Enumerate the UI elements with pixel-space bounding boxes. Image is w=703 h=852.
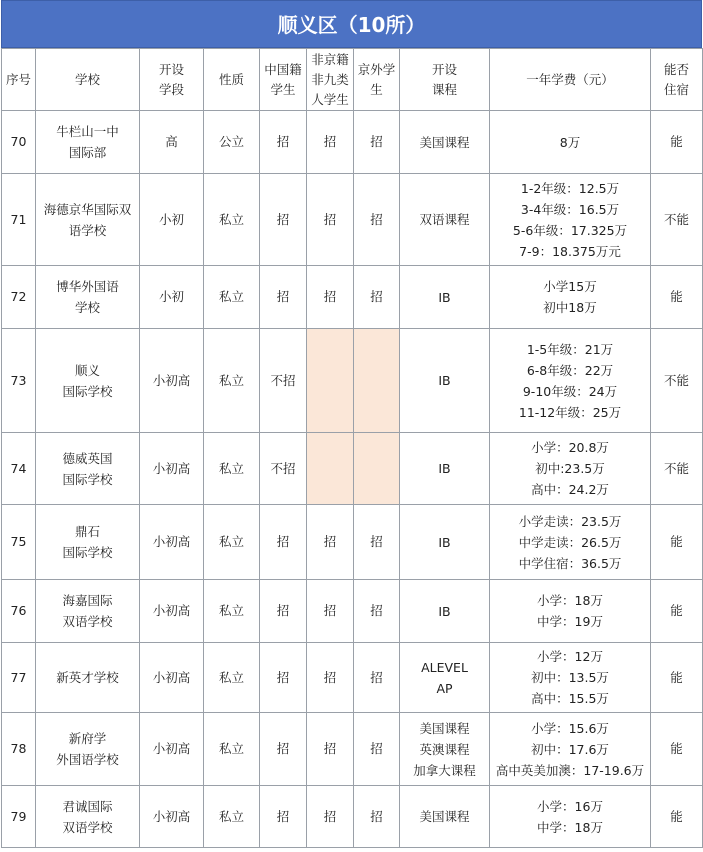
cell-school: 君诚国际 双语学校 — [36, 786, 140, 848]
cell-board: 不能 — [651, 433, 703, 505]
cell-nonbj: 招 — [307, 713, 354, 786]
cell-cn: 招 — [260, 580, 307, 643]
cell-no: 71 — [2, 174, 36, 266]
cell-course: ALEVEL AP — [400, 643, 490, 713]
cell-type: 私立 — [204, 329, 260, 433]
cell-nonbj: 招 — [307, 111, 354, 174]
cell-fee: 1-2年级：12.5万 3-4年级：16.5万 5-6年级：17.325万 7-9：18.375万元 — [490, 174, 651, 266]
cell-fee: 小学：16万 中学：18万 — [490, 786, 651, 848]
cell-outside: 招 — [354, 505, 400, 580]
header-row — [2, 49, 703, 111]
table-title: 顺义区（10所） — [1, 0, 702, 48]
cell-outside — [354, 433, 400, 505]
cell-board: 能 — [651, 111, 703, 174]
cell-fee: 小学走读：23.5万 中学走读：26.5万 中学住宿：36.5万 — [490, 505, 651, 580]
cell-no: 73 — [2, 329, 36, 433]
cell-stage: 小初高 — [140, 433, 204, 505]
school-table-container — [1, 0, 702, 848]
cell-type: 私立 — [204, 580, 260, 643]
header-course: 开设 课程 — [400, 49, 490, 111]
table-row — [2, 266, 703, 329]
cell-stage: 小初高 — [140, 580, 204, 643]
cell-school: 德威英国 国际学校 — [36, 433, 140, 505]
cell-outside: 招 — [354, 786, 400, 848]
table-row — [2, 111, 703, 174]
cell-no: 74 — [2, 433, 36, 505]
header-nonbj: 非京籍 非九类 人学生 — [307, 49, 354, 111]
cell-type: 私立 — [204, 266, 260, 329]
cell-nonbj: 招 — [307, 505, 354, 580]
cell-type: 私立 — [204, 174, 260, 266]
cell-fee: 1-5年级：21万 6-8年级：22万 9-10年级：24万 11-12年级：25万 — [490, 329, 651, 433]
cell-board: 能 — [651, 713, 703, 786]
cell-school: 鼎石 国际学校 — [36, 505, 140, 580]
cell-cn: 招 — [260, 505, 307, 580]
cell-board: 能 — [651, 266, 703, 329]
cell-board: 能 — [651, 580, 703, 643]
cell-stage: 小初 — [140, 174, 204, 266]
cell-cn: 招 — [260, 111, 307, 174]
cell-school: 新府学 外国语学校 — [36, 713, 140, 786]
cell-stage: 高 — [140, 111, 204, 174]
header-cn: 中国籍 学生 — [260, 49, 307, 111]
school-table — [1, 48, 703, 848]
header-fee: 一年学费（元） — [490, 49, 651, 111]
cell-fee: 小学：20.8万 初中:23.5万 高中：24.2万 — [490, 433, 651, 505]
cell-outside: 招 — [354, 266, 400, 329]
cell-outside: 招 — [354, 580, 400, 643]
cell-type: 私立 — [204, 505, 260, 580]
cell-course: IB — [400, 433, 490, 505]
cell-type: 私立 — [204, 643, 260, 713]
header-type: 性质 — [204, 49, 260, 111]
cell-school: 牛栏山一中 国际部 — [36, 111, 140, 174]
cell-fee: 小学：15.6万 初中：17.6万 高中英美加澳：17-19.6万 — [490, 713, 651, 786]
cell-fee: 8万 — [490, 111, 651, 174]
cell-nonbj: 招 — [307, 266, 354, 329]
cell-course: IB — [400, 266, 490, 329]
cell-stage: 小初高 — [140, 643, 204, 713]
cell-stage: 小初高 — [140, 786, 204, 848]
header-outside: 京外学 生 — [354, 49, 400, 111]
cell-stage: 小初高 — [140, 329, 204, 433]
cell-outside: 招 — [354, 713, 400, 786]
header-stage: 开设 学段 — [140, 49, 204, 111]
cell-cn: 招 — [260, 174, 307, 266]
cell-cn: 不招 — [260, 329, 307, 433]
cell-school: 海德京华国际双 语学校 — [36, 174, 140, 266]
cell-board: 能 — [651, 643, 703, 713]
table-row — [2, 786, 703, 848]
table-row — [2, 329, 703, 433]
cell-fee: 小学：12万 初中：13.5万 高中：15.5万 — [490, 643, 651, 713]
cell-board: 能 — [651, 505, 703, 580]
cell-type: 公立 — [204, 111, 260, 174]
cell-nonbj — [307, 433, 354, 505]
cell-cn: 招 — [260, 786, 307, 848]
cell-board: 不能 — [651, 329, 703, 433]
cell-nonbj: 招 — [307, 580, 354, 643]
cell-stage: 小初 — [140, 266, 204, 329]
cell-nonbj: 招 — [307, 643, 354, 713]
cell-course: IB — [400, 505, 490, 580]
table-row — [2, 505, 703, 580]
table-row — [2, 580, 703, 643]
cell-no: 76 — [2, 580, 36, 643]
cell-outside: 招 — [354, 643, 400, 713]
cell-course: 美国课程 — [400, 111, 490, 174]
cell-stage: 小初高 — [140, 713, 204, 786]
table-row — [2, 174, 703, 266]
header-no: 序号 — [2, 49, 36, 111]
cell-school: 顺义 国际学校 — [36, 329, 140, 433]
cell-type: 私立 — [204, 713, 260, 786]
cell-cn: 不招 — [260, 433, 307, 505]
table-row — [2, 713, 703, 786]
header-board: 能否 住宿 — [651, 49, 703, 111]
cell-nonbj — [307, 329, 354, 433]
cell-course: 美国课程 — [400, 786, 490, 848]
cell-school: 新英才学校 — [36, 643, 140, 713]
cell-no: 77 — [2, 643, 36, 713]
cell-course: 双语课程 — [400, 174, 490, 266]
cell-cn: 招 — [260, 643, 307, 713]
cell-course: IB — [400, 580, 490, 643]
cell-no: 70 — [2, 111, 36, 174]
cell-cn: 招 — [260, 713, 307, 786]
cell-nonbj: 招 — [307, 786, 354, 848]
cell-school: 海嘉国际 双语学校 — [36, 580, 140, 643]
cell-course: IB — [400, 329, 490, 433]
cell-fee: 小学：18万 中学：19万 — [490, 580, 651, 643]
table-row — [2, 643, 703, 713]
cell-outside: 招 — [354, 111, 400, 174]
cell-outside — [354, 329, 400, 433]
cell-type: 私立 — [204, 433, 260, 505]
cell-school: 博华外国语 学校 — [36, 266, 140, 329]
cell-board: 不能 — [651, 174, 703, 266]
cell-no: 75 — [2, 505, 36, 580]
cell-board: 能 — [651, 786, 703, 848]
table-row — [2, 433, 703, 505]
cell-course: 美国课程 英澳课程 加拿大课程 — [400, 713, 490, 786]
cell-no: 72 — [2, 266, 36, 329]
cell-fee: 小学15万 初中18万 — [490, 266, 651, 329]
cell-cn: 招 — [260, 266, 307, 329]
cell-no: 79 — [2, 786, 36, 848]
cell-nonbj: 招 — [307, 174, 354, 266]
header-school: 学校 — [36, 49, 140, 111]
cell-stage: 小初高 — [140, 505, 204, 580]
cell-outside: 招 — [354, 174, 400, 266]
cell-type: 私立 — [204, 786, 260, 848]
cell-no: 78 — [2, 713, 36, 786]
